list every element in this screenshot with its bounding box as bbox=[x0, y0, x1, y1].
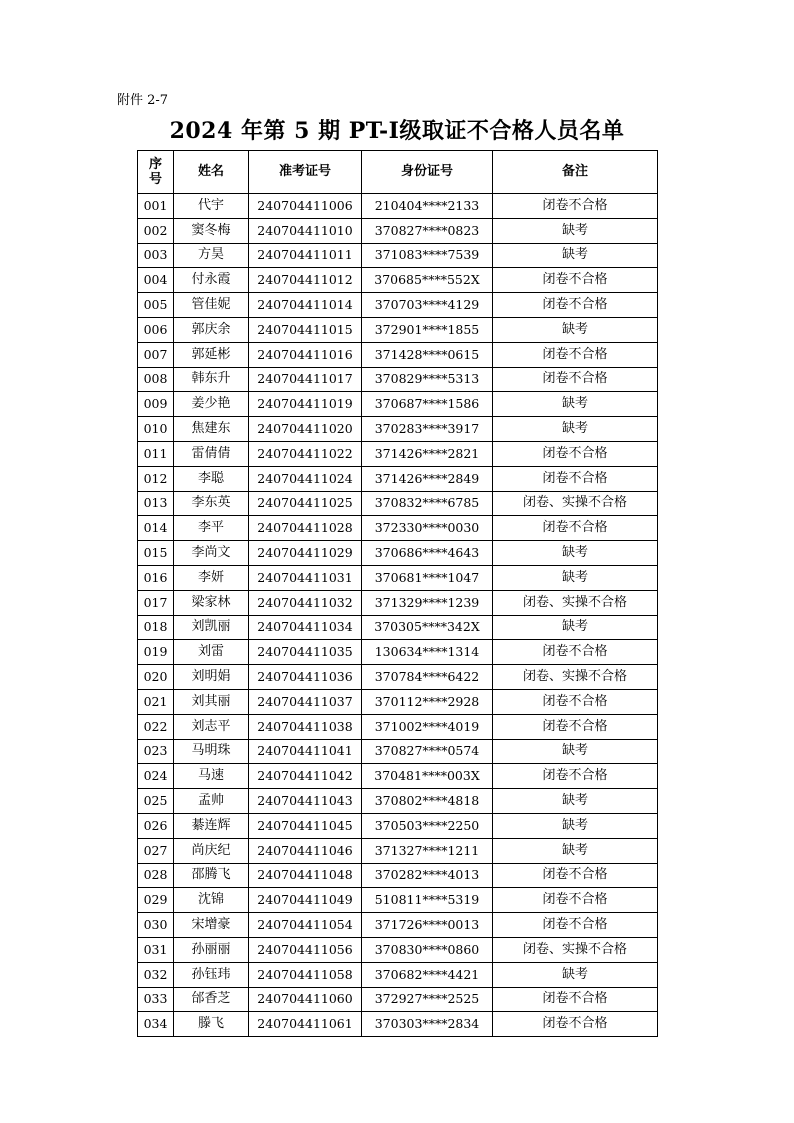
cell-remark: 缺考 bbox=[493, 565, 658, 590]
cell-seq: 014 bbox=[138, 516, 174, 541]
cell-exam-no: 240704411012 bbox=[249, 268, 362, 293]
cell-id-no: 372927****2525 bbox=[362, 987, 493, 1012]
cell-id-no: 371002****4019 bbox=[362, 714, 493, 739]
cell-remark: 闭卷不合格 bbox=[493, 466, 658, 491]
table-row bbox=[138, 962, 658, 987]
cell-exam-no: 240704411045 bbox=[249, 813, 362, 838]
cell-seq: 024 bbox=[138, 764, 174, 789]
table-row bbox=[138, 194, 658, 219]
cell-name: 梁家林 bbox=[174, 590, 249, 615]
cell-remark: 闭卷、实操不合格 bbox=[493, 590, 658, 615]
cell-remark: 缺考 bbox=[493, 789, 658, 814]
cell-id-no: 371329****1239 bbox=[362, 590, 493, 615]
cell-name: 刘明娟 bbox=[174, 665, 249, 690]
header-seq bbox=[138, 151, 174, 194]
cell-remark: 闭卷不合格 bbox=[493, 342, 658, 367]
cell-name: 窦冬梅 bbox=[174, 218, 249, 243]
cell-remark: 闭卷不合格 bbox=[493, 293, 658, 318]
cell-exam-no: 240704411058 bbox=[249, 962, 362, 987]
cell-remark: 缺考 bbox=[493, 962, 658, 987]
cell-seq: 034 bbox=[138, 1012, 174, 1037]
header-exam-no: 准考证号 bbox=[249, 151, 362, 194]
cell-id-no: 130634****1314 bbox=[362, 640, 493, 665]
cell-id-no: 370282****4013 bbox=[362, 863, 493, 888]
cell-seq: 016 bbox=[138, 565, 174, 590]
cell-remark: 闭卷、实操不合格 bbox=[493, 665, 658, 690]
cell-exam-no: 240704411043 bbox=[249, 789, 362, 814]
cell-exam-no: 240704411006 bbox=[249, 194, 362, 219]
cell-exam-no: 240704411049 bbox=[249, 888, 362, 913]
cell-id-no: 370827****0574 bbox=[362, 739, 493, 764]
cell-remark: 闭卷不合格 bbox=[493, 888, 658, 913]
cell-id-no: 370682****4421 bbox=[362, 962, 493, 987]
cell-seq: 002 bbox=[138, 218, 174, 243]
cell-name: 郭延彬 bbox=[174, 342, 249, 367]
table-row bbox=[138, 838, 658, 863]
table-row bbox=[138, 590, 658, 615]
cell-seq: 022 bbox=[138, 714, 174, 739]
cell-remark: 缺考 bbox=[493, 615, 658, 640]
cell-exam-no: 240704411011 bbox=[249, 243, 362, 268]
cell-exam-no: 240704411022 bbox=[249, 441, 362, 466]
cell-name: 付永霞 bbox=[174, 268, 249, 293]
cell-exam-no: 240704411032 bbox=[249, 590, 362, 615]
cell-seq: 015 bbox=[138, 541, 174, 566]
cell-name: 邰香芝 bbox=[174, 987, 249, 1012]
cell-name: 刘凯丽 bbox=[174, 615, 249, 640]
table-row bbox=[138, 466, 658, 491]
cell-remark: 缺考 bbox=[493, 541, 658, 566]
cell-seq: 008 bbox=[138, 367, 174, 392]
cell-exam-no: 240704411048 bbox=[249, 863, 362, 888]
cell-name: 孟帅 bbox=[174, 789, 249, 814]
table-row bbox=[138, 392, 658, 417]
cell-id-no: 370827****0823 bbox=[362, 218, 493, 243]
cell-name: 刘其丽 bbox=[174, 689, 249, 714]
cell-name: 马速 bbox=[174, 764, 249, 789]
cell-seq: 007 bbox=[138, 342, 174, 367]
cell-seq: 001 bbox=[138, 194, 174, 219]
cell-name: 李聪 bbox=[174, 466, 249, 491]
cell-id-no: 370830****0860 bbox=[362, 937, 493, 962]
table-row bbox=[138, 268, 658, 293]
cell-seq: 006 bbox=[138, 317, 174, 342]
cell-seq: 010 bbox=[138, 417, 174, 442]
header-id-no: 身份证号 bbox=[362, 151, 493, 194]
cell-name: 邵腾飞 bbox=[174, 863, 249, 888]
cell-id-no: 370481****003X bbox=[362, 764, 493, 789]
cell-exam-no: 240704411054 bbox=[249, 913, 362, 938]
cell-name: 李平 bbox=[174, 516, 249, 541]
cell-name: 李妍 bbox=[174, 565, 249, 590]
cell-id-no: 370703****4129 bbox=[362, 293, 493, 318]
cell-seq: 030 bbox=[138, 913, 174, 938]
cell-id-no: 370681****1047 bbox=[362, 565, 493, 590]
cell-id-no: 370686****4643 bbox=[362, 541, 493, 566]
cell-seq: 028 bbox=[138, 863, 174, 888]
cell-remark: 闭卷不合格 bbox=[493, 714, 658, 739]
header-name: 姓名 bbox=[174, 151, 249, 194]
cell-exam-no: 240704411019 bbox=[249, 392, 362, 417]
cell-name: 雷倩倩 bbox=[174, 441, 249, 466]
cell-remark: 闭卷不合格 bbox=[493, 441, 658, 466]
cell-exam-no: 240704411056 bbox=[249, 937, 362, 962]
table-row bbox=[138, 640, 658, 665]
cell-id-no: 370685****552X bbox=[362, 268, 493, 293]
cell-exam-no: 240704411031 bbox=[249, 565, 362, 590]
cell-seq: 005 bbox=[138, 293, 174, 318]
cell-name: 代宇 bbox=[174, 194, 249, 219]
cell-name: 焦建东 bbox=[174, 417, 249, 442]
cell-seq: 029 bbox=[138, 888, 174, 913]
cell-id-no: 370303****2834 bbox=[362, 1012, 493, 1037]
cell-remark: 缺考 bbox=[493, 838, 658, 863]
cell-remark: 闭卷不合格 bbox=[493, 913, 658, 938]
cell-id-no: 370784****6422 bbox=[362, 665, 493, 690]
cell-name: 孙丽丽 bbox=[174, 937, 249, 962]
cell-name: 管佳妮 bbox=[174, 293, 249, 318]
cell-exam-no: 240704411061 bbox=[249, 1012, 362, 1037]
cell-exam-no: 240704411015 bbox=[249, 317, 362, 342]
table-row bbox=[138, 615, 658, 640]
cell-seq: 031 bbox=[138, 937, 174, 962]
header-seq-line2: 号 bbox=[148, 172, 162, 187]
cell-id-no: 370112****2928 bbox=[362, 689, 493, 714]
cell-seq: 020 bbox=[138, 665, 174, 690]
cell-id-no: 372330****0030 bbox=[362, 516, 493, 541]
cell-id-no: 371426****2821 bbox=[362, 441, 493, 466]
cell-id-no: 510811****5319 bbox=[362, 888, 493, 913]
cell-name: 尚庆纪 bbox=[174, 838, 249, 863]
cell-id-no: 370503****2250 bbox=[362, 813, 493, 838]
cell-seq: 018 bbox=[138, 615, 174, 640]
cell-name: 李尚文 bbox=[174, 541, 249, 566]
table-row bbox=[138, 516, 658, 541]
cell-remark: 闭卷不合格 bbox=[493, 764, 658, 789]
cell-id-no: 370829****5313 bbox=[362, 367, 493, 392]
table-row bbox=[138, 218, 658, 243]
cell-id-no: 370687****1586 bbox=[362, 392, 493, 417]
cell-seq: 004 bbox=[138, 268, 174, 293]
cell-name: 韩东升 bbox=[174, 367, 249, 392]
cell-name: 李东英 bbox=[174, 491, 249, 516]
cell-id-no: 370283****3917 bbox=[362, 417, 493, 442]
cell-remark: 闭卷不合格 bbox=[493, 367, 658, 392]
cell-name: 郭庆余 bbox=[174, 317, 249, 342]
cell-exam-no: 240704411017 bbox=[249, 367, 362, 392]
cell-exam-no: 240704411036 bbox=[249, 665, 362, 690]
table-row bbox=[138, 1012, 658, 1037]
cell-exam-no: 240704411029 bbox=[249, 541, 362, 566]
table-row bbox=[138, 541, 658, 566]
cell-id-no: 210404****2133 bbox=[362, 194, 493, 219]
table-row bbox=[138, 714, 658, 739]
cell-seq: 021 bbox=[138, 689, 174, 714]
table-row bbox=[138, 491, 658, 516]
cell-seq: 011 bbox=[138, 441, 174, 466]
header-remark: 备注 bbox=[493, 151, 658, 194]
table-row bbox=[138, 367, 658, 392]
table-row bbox=[138, 243, 658, 268]
table-row bbox=[138, 441, 658, 466]
table-row bbox=[138, 293, 658, 318]
cell-exam-no: 240704411025 bbox=[249, 491, 362, 516]
cell-name: 宋增豪 bbox=[174, 913, 249, 938]
cell-exam-no: 240704411041 bbox=[249, 739, 362, 764]
table-row bbox=[138, 764, 658, 789]
cell-seq: 027 bbox=[138, 838, 174, 863]
table-header-row bbox=[138, 151, 658, 194]
attachment-label: 附件 2-7 bbox=[117, 93, 169, 108]
table-row bbox=[138, 813, 658, 838]
cell-name: 刘志平 bbox=[174, 714, 249, 739]
table-row bbox=[138, 565, 658, 590]
cell-id-no: 371726****0013 bbox=[362, 913, 493, 938]
table-row bbox=[138, 888, 658, 913]
cell-exam-no: 240704411034 bbox=[249, 615, 362, 640]
header-seq-line1: 序 bbox=[148, 157, 162, 172]
cell-exam-no: 240704411046 bbox=[249, 838, 362, 863]
cell-exam-no: 240704411016 bbox=[249, 342, 362, 367]
table-row bbox=[138, 739, 658, 764]
cell-remark: 缺考 bbox=[493, 417, 658, 442]
cell-remark: 闭卷不合格 bbox=[493, 640, 658, 665]
cell-exam-no: 240704411024 bbox=[249, 466, 362, 491]
cell-remark: 闭卷不合格 bbox=[493, 689, 658, 714]
cell-id-no: 371428****0615 bbox=[362, 342, 493, 367]
table-row bbox=[138, 863, 658, 888]
table-row bbox=[138, 342, 658, 367]
cell-seq: 032 bbox=[138, 962, 174, 987]
cell-name: 綦连辉 bbox=[174, 813, 249, 838]
table-row bbox=[138, 789, 658, 814]
cell-name: 马明珠 bbox=[174, 739, 249, 764]
cell-exam-no: 240704411010 bbox=[249, 218, 362, 243]
cell-name: 姜少艳 bbox=[174, 392, 249, 417]
table-body bbox=[138, 194, 658, 1037]
cell-id-no: 371083****7539 bbox=[362, 243, 493, 268]
cell-exam-no: 240704411028 bbox=[249, 516, 362, 541]
cell-remark: 闭卷、实操不合格 bbox=[493, 491, 658, 516]
document-title: 2024 年第 5 期 PT-Ⅰ级取证不合格人员名单 bbox=[169, 118, 625, 144]
cell-id-no: 370802****4818 bbox=[362, 789, 493, 814]
table-row bbox=[138, 987, 658, 1012]
cell-id-no: 370832****6785 bbox=[362, 491, 493, 516]
cell-remark: 缺考 bbox=[493, 813, 658, 838]
cell-remark: 闭卷不合格 bbox=[493, 194, 658, 219]
cell-remark: 闭卷不合格 bbox=[493, 987, 658, 1012]
table-row bbox=[138, 665, 658, 690]
cell-exam-no: 240704411038 bbox=[249, 714, 362, 739]
cell-remark: 缺考 bbox=[493, 218, 658, 243]
cell-id-no: 372901****1855 bbox=[362, 317, 493, 342]
table-row bbox=[138, 317, 658, 342]
cell-seq: 017 bbox=[138, 590, 174, 615]
cell-remark: 缺考 bbox=[493, 392, 658, 417]
cell-exam-no: 240704411035 bbox=[249, 640, 362, 665]
table-row bbox=[138, 689, 658, 714]
cell-remark: 闭卷不合格 bbox=[493, 516, 658, 541]
cell-seq: 009 bbox=[138, 392, 174, 417]
cell-seq: 013 bbox=[138, 491, 174, 516]
cell-seq: 023 bbox=[138, 739, 174, 764]
table-row bbox=[138, 913, 658, 938]
table-row bbox=[138, 937, 658, 962]
cell-name: 孙钰玮 bbox=[174, 962, 249, 987]
failed-candidates-table bbox=[137, 150, 658, 1037]
table-row bbox=[138, 417, 658, 442]
cell-remark: 闭卷不合格 bbox=[493, 863, 658, 888]
cell-name: 方昊 bbox=[174, 243, 249, 268]
cell-remark: 闭卷、实操不合格 bbox=[493, 937, 658, 962]
cell-remark: 闭卷不合格 bbox=[493, 268, 658, 293]
cell-seq: 012 bbox=[138, 466, 174, 491]
cell-id-no: 370305****342X bbox=[362, 615, 493, 640]
cell-remark: 闭卷不合格 bbox=[493, 1012, 658, 1037]
cell-name: 沈锦 bbox=[174, 888, 249, 913]
cell-remark: 缺考 bbox=[493, 739, 658, 764]
cell-id-no: 371426****2849 bbox=[362, 466, 493, 491]
cell-name: 滕飞 bbox=[174, 1012, 249, 1037]
cell-seq: 025 bbox=[138, 789, 174, 814]
cell-exam-no: 240704411020 bbox=[249, 417, 362, 442]
cell-seq: 033 bbox=[138, 987, 174, 1012]
cell-exam-no: 240704411014 bbox=[249, 293, 362, 318]
cell-remark: 缺考 bbox=[493, 243, 658, 268]
cell-remark: 缺考 bbox=[493, 317, 658, 342]
cell-name: 刘雷 bbox=[174, 640, 249, 665]
cell-id-no: 371327****1211 bbox=[362, 838, 493, 863]
cell-seq: 019 bbox=[138, 640, 174, 665]
cell-exam-no: 240704411037 bbox=[249, 689, 362, 714]
cell-exam-no: 240704411060 bbox=[249, 987, 362, 1012]
cell-exam-no: 240704411042 bbox=[249, 764, 362, 789]
cell-seq: 003 bbox=[138, 243, 174, 268]
cell-seq: 026 bbox=[138, 813, 174, 838]
